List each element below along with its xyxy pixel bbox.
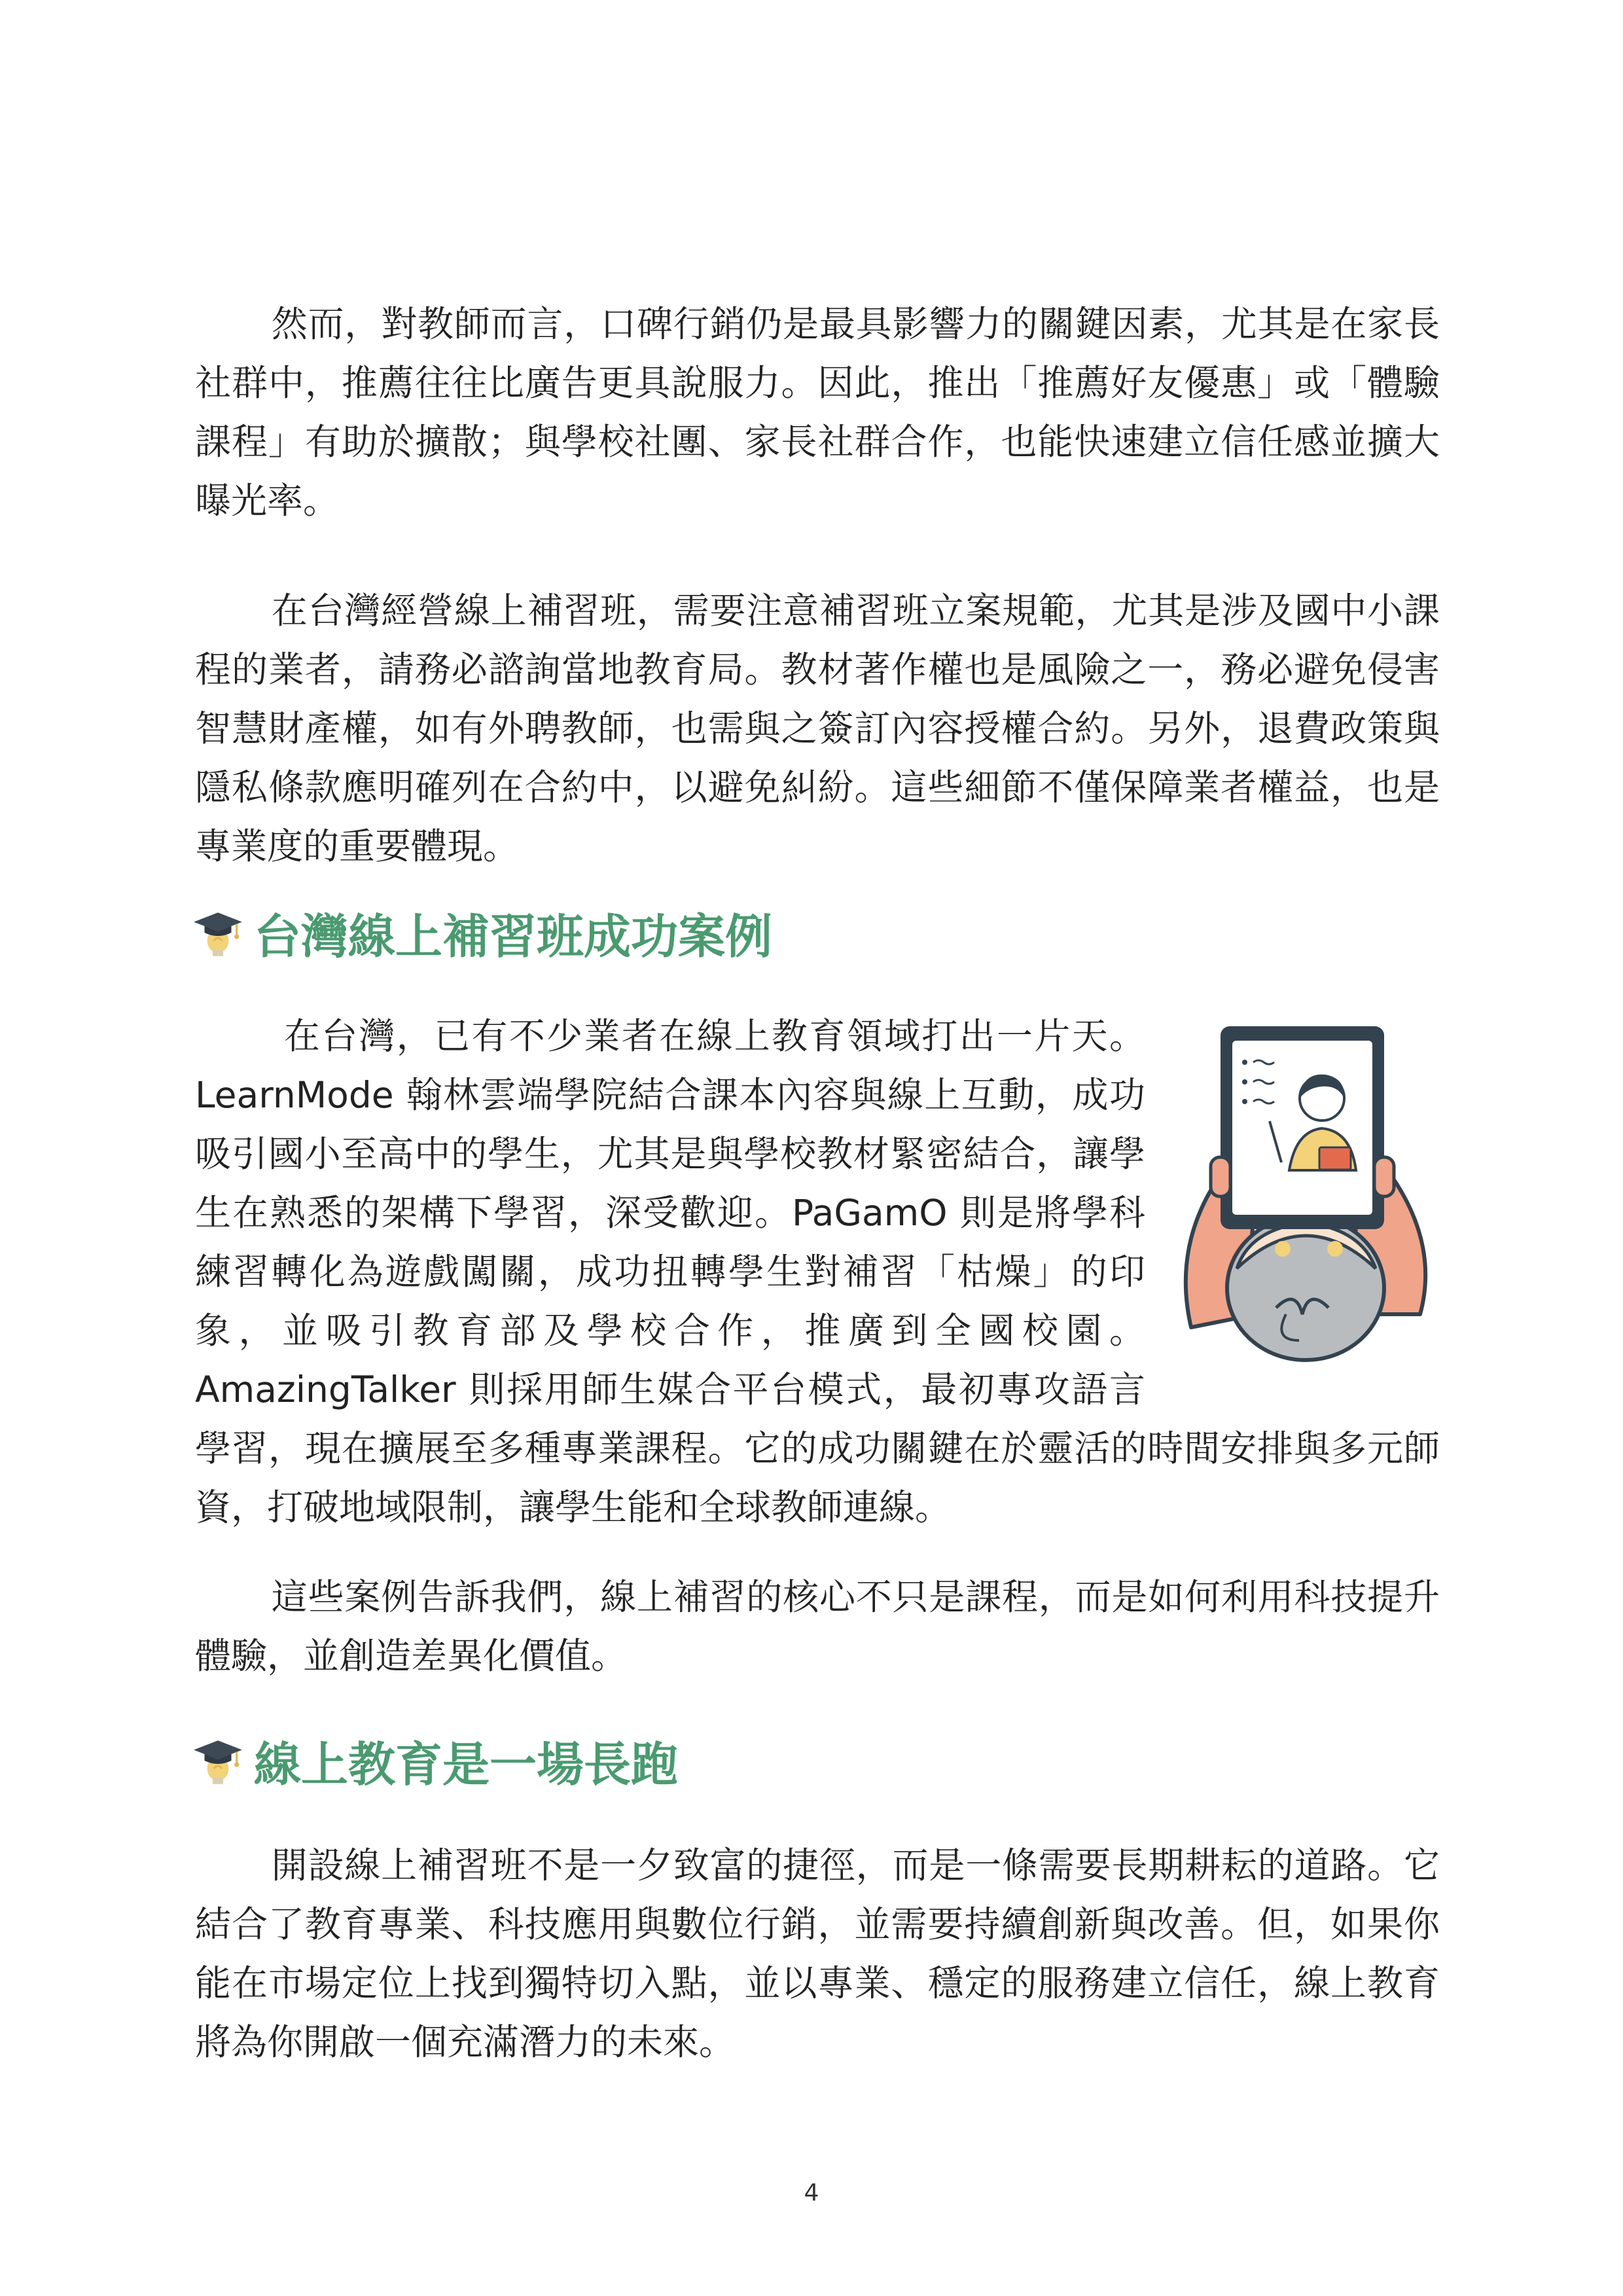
paragraph-cases-text: 在台灣，已有不少業者在線上教育領域打出一片天。LearnMode 翰林雲端學院結合課本內容與線上互動，成功吸引國小至高中的學生，尤其是與學校教材緊密結合，讓學生在熟悉的架構下學習，深受歡迎。PaGamO 則是將學科練習轉化為遊戲闖關，成功扭轉學生對補習「枯燥」的印象，並吸引教育部及學校合作，推廣到全國校園。AmazingTalker 則採用師生媒合平台模式，最初專攻語言學習，現在擴展至多種專業課程。它的成功關鍵在於靈活的時間安排與多元師資，打破地域限制，讓學生能和全球教師連線。	[195, 1015, 1440, 1528]
paragraph-word-of-mouth: 然而，對教師而言，口碑行銷仍是最具影響力的關鍵因素，尤其是在家長社群中，推薦往往比廣告更具說服力。因此，推出「推薦好友優惠」或「體驗課程」有助於擴散；與學校社團、家長社群合作，也能快速建立信任感並擴大曝光率。	[195, 303, 1440, 522]
paragraph-conclusion: 開設線上補習班不是一夕致富的捷徑，而是一條需要長期耕耘的道路。它結合了教育專業、科技應用與數位行銷，並需要持續創新與改善。但，如果你能在市場定位上找到獨特切入點，並以專業、穩定的服務建立信任，線上教育將為你開啟一個充滿潛力的未來。	[195, 1844, 1440, 2063]
section-heading-long-run	[191, 1721, 678, 1800]
graduation-cap-lightbulb-icon	[191, 1734, 245, 1787]
paragraph-regulations: 在台灣經營線上補習班，需要注意補習班立案規範，尤其是涉及國中小課程的業者，請務必諮詢當地教育局。教材著作權也是風險之一，務必避免侵害智慧財產權，如有外聘教師，也需與之簽訂內容授權合約。另外，退費政策與隱私條款應明確列在合約中，以避免糾紛。這些細節不僅保障業者權益，也是專業度的重要體現。	[195, 590, 1440, 867]
heading-text: 線上教育是一場長跑	[254, 1737, 679, 1792]
paragraph-takeaway: 這些案例告訴我們，線上補習的核心不只是課程，而是如何利用科技提升體驗，並創造差異化價值。	[195, 1576, 1440, 1677]
student-tablet-illustration	[1165, 1007, 1440, 1380]
paragraph-cases	[195, 1007, 1440, 1537]
graduation-cap-lightbulb-icon	[191, 906, 245, 960]
heading-text: 台灣線上補習班成功案例	[254, 909, 773, 964]
page-number: 4	[804, 2179, 819, 2206]
section-heading-success-cases	[191, 893, 772, 972]
